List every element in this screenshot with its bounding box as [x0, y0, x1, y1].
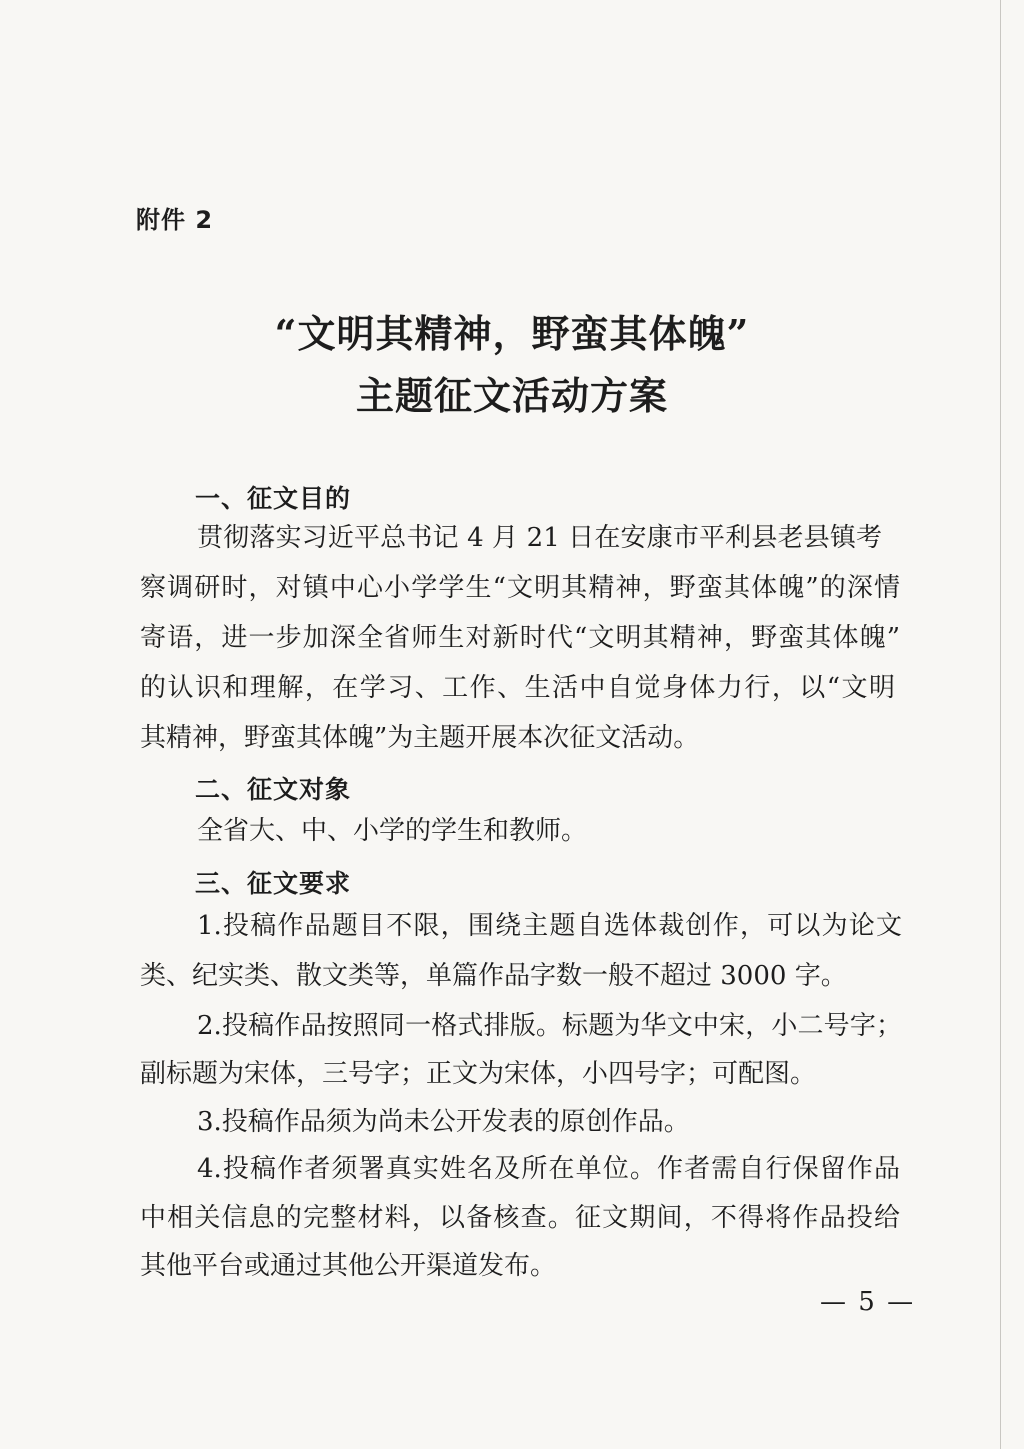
- paragraph-line: 类、纪实类、散文类等，单篇作品字数一般不超过 3000 字。: [140, 961, 847, 991]
- paragraph-line: 副标题为宋体，三号字；正文为宋体，小四号字；可配图。: [140, 1059, 817, 1089]
- page-number: — 5 —: [820, 1287, 916, 1317]
- paragraph-line: 寄语，进一步加深全省师生对新时代“文明其精神，野蛮其体魄”: [140, 623, 900, 653]
- paragraph-line: 3.投稿作品须为尚未公开发表的原创作品。: [197, 1107, 690, 1137]
- section-heading-target: 二、征文对象: [195, 775, 352, 804]
- paragraph-line: 的认识和理解，在学习、工作、生活中自觉身体力行，以“文明: [140, 673, 895, 703]
- section-heading-requirements: 三、征文要求: [195, 869, 352, 898]
- paragraph-line: 中相关信息的完整材料，以备核查。征文期间，不得将作品投给: [140, 1203, 900, 1233]
- paragraph-line: 2.投稿作品按照同一格式排版。标题为华文中宋，小二号字；: [197, 1011, 902, 1041]
- paragraph-line: 1.投稿作品题目不限，围绕主题自选体裁创作，可以为论文: [197, 911, 902, 941]
- section-heading-purpose: 一、征文目的: [195, 484, 352, 513]
- paragraph-line: 全省大、中、小学的学生和教师。: [197, 816, 588, 846]
- paragraph-line: 4.投稿作者须署真实姓名及所在单位。作者需自行保留作品: [197, 1154, 900, 1184]
- paragraph-line: 贯彻落实习近平总书记 4 月 21 日在安康市平利县老县镇考: [197, 523, 882, 553]
- attachment-label: 附件 2: [136, 206, 214, 234]
- paragraph-line: 察调研时，对镇中心小学学生“文明其精神，野蛮其体魄”的深情: [140, 573, 900, 603]
- scan-edge-line: [1000, 0, 1001, 1449]
- document-title-line-2: 主题征文活动方案: [355, 373, 668, 418]
- paragraph-line: 其精神，野蛮其体魄”为主题开展本次征文活动。: [140, 723, 700, 753]
- paragraph-line: 其他平台或通过其他公开渠道发布。: [140, 1251, 557, 1281]
- document-title-line-1: “文明其精神，野蛮其体魄”: [274, 311, 750, 356]
